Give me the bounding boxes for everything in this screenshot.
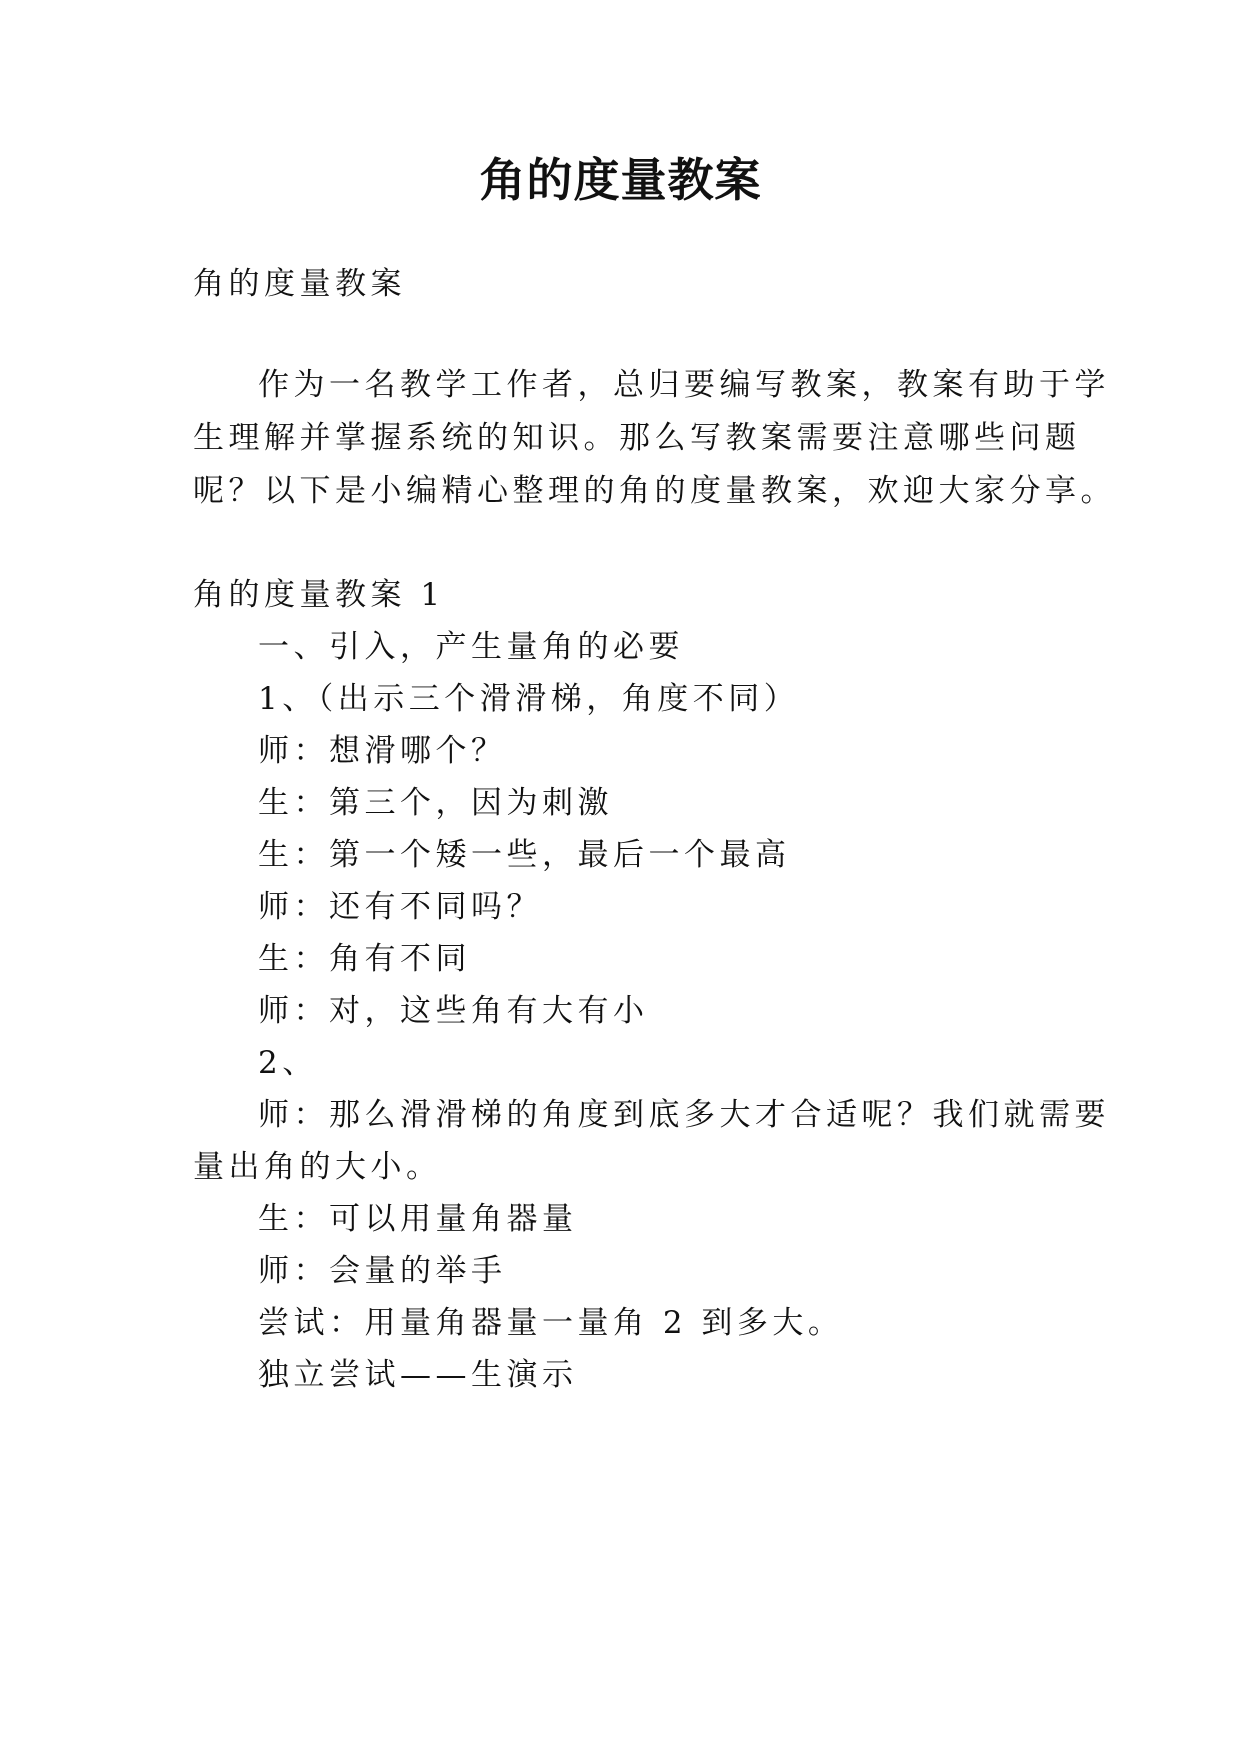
paragraph-line: 独立尝试——生演示 <box>258 1357 578 1393</box>
paragraph-line: 2、 <box>258 1045 318 1081</box>
dialogue-line: 生：第一个矮一些，最后一个最高 <box>258 837 791 873</box>
section-item-heading: 一、引入，产生量角的必要 <box>258 629 684 665</box>
dialogue-line: 生：角有不同 <box>258 941 471 977</box>
intro-line-2: 生理解并掌握系统的知识。那么写教案需要注意哪些问题 <box>193 420 1081 456</box>
paragraph-line: 1、（出示三个滑滑梯，角度不同） <box>258 681 800 717</box>
dialogue-line-continued: 量出角的大小。 <box>193 1149 442 1185</box>
intro-line-1: 作为一名教学工作者，总归要编写教案，教案有助于学 <box>258 367 1110 403</box>
paragraph-line: 尝试：用量角器量一量角 2 到多大。 <box>258 1305 844 1341</box>
dialogue-line: 生：第三个，因为刺激 <box>258 785 613 821</box>
dialogue-line: 师：那么滑滑梯的角度到底多大才合适呢？我们就需要 <box>258 1097 1110 1133</box>
subtitle-line: 角的度量教案 <box>193 266 406 302</box>
document-title: 角的度量教案 <box>479 153 762 207</box>
dialogue-line: 师：会量的举手 <box>258 1253 507 1289</box>
section-heading: 角的度量教案 1 <box>193 577 445 613</box>
dialogue-line: 生：可以用量角器量 <box>258 1201 578 1237</box>
intro-line-3: 呢？以下是小编精心整理的角的度量教案，欢迎大家分享。 <box>193 473 1116 509</box>
dialogue-line: 师：还有不同吗？ <box>258 889 542 925</box>
dialogue-line: 师：对，这些角有大有小 <box>258 993 649 1029</box>
dialogue-line: 师：想滑哪个？ <box>258 733 507 769</box>
